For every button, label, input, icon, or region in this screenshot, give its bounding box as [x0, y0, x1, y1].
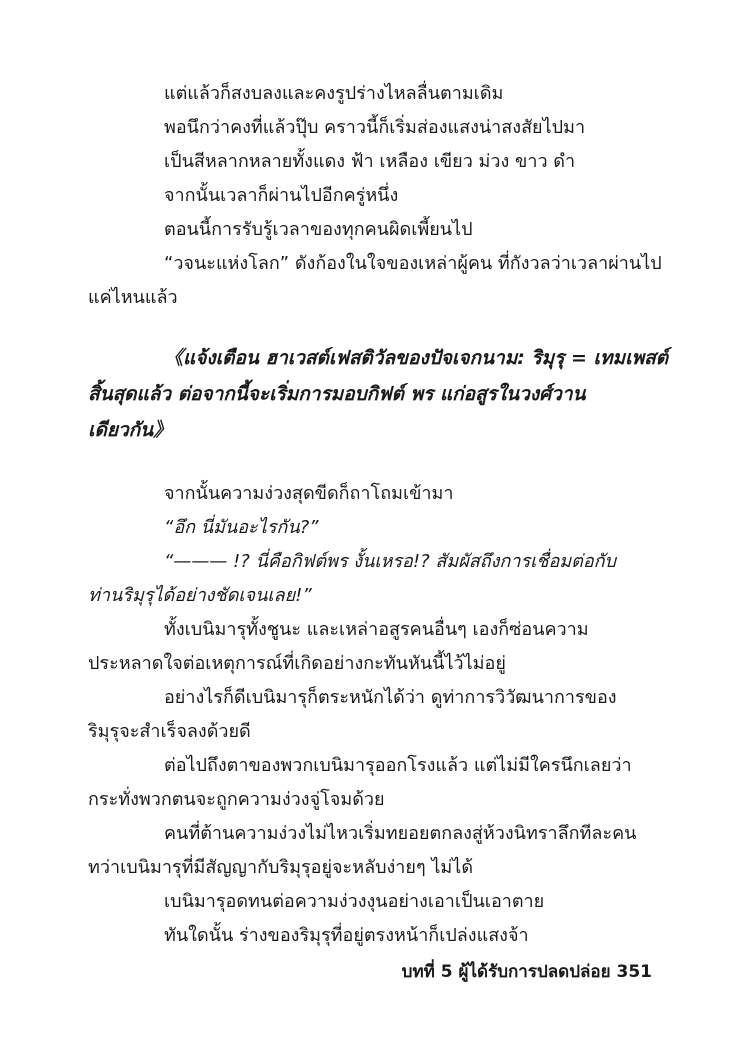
paragraph-line: ทันใดนั้น ร่างของริมุรุที่อยู่ตรงหน้าก็เปล่งแสงจ้า: [164, 925, 529, 946]
paragraph-line: ทว่าเบนิมารุที่มีสัญญากับริมุรุอยู่จะหลับง่ายๆ ไม่ได้: [88, 857, 474, 878]
dialogue-line: ท่านริมุรุได้อย่างชัดเจนเลย!”: [88, 585, 312, 606]
paragraph-line: เบนิมารุอดทนต่อความง่วงงุนอย่างเอาเป็นเอาตาย: [164, 891, 545, 912]
paragraph-line: อย่างไรก็ดีเบนิมารุก็ตระหนักได้ว่า ดูท่าการวิวัฒนาการของ: [164, 687, 617, 708]
paragraph-line: ประหลาดใจต่อเหตุการณ์ที่เกิดอย่างกะทันหันนี้ไว้ไม่อยู่: [88, 653, 506, 674]
paragraph-line: “วจนะแห่งโลก” ดังก้องในใจของเหล่าผู้คน ที่กังวลว่าเวลาผ่านไป: [164, 253, 662, 274]
system-notice-line: เดียวกัน》: [88, 419, 173, 441]
paragraph-line: ริมุรุจะสำเร็จลงด้วยดี: [88, 721, 251, 742]
system-notice-line: สิ้นสุดแล้ว ต่อจากนี้จะเริ่มการมอบกิฟต์ พร แก่อสูรในวงศ์วาน: [88, 383, 586, 405]
paragraph-line: พอนึกว่าคงที่แล้วปุ๊บ คราวนี้ก็เริ่มส่องแสงน่าสงสัยไปมา: [164, 117, 586, 138]
paragraph-line: ต่อไปถึงตาของพวกเบนิมารุออกโรงแล้ว แต่ไม่มีใครนึกเลยว่า: [164, 755, 632, 776]
paragraph-line: แค่ไหนแล้ว: [88, 287, 178, 308]
paragraph-line: เป็นสีหลากหลายทั้งแดง ฟ้า เหลือง เขียว ม่วง ขาว ดำ: [164, 151, 576, 172]
dialogue-line: “——— !? นี่คือกิฟต์พร งั้นเหรอ!? สัมผัสถึงการเชื่อมต่อกับ: [164, 551, 616, 572]
paragraph-line: แต่แล้วก็สงบลงและคงรูปร่างไหลลื่นตามเดิม: [164, 83, 504, 104]
paragraph-line: คนที่ต้านความง่วงไม่ไหวเริ่มทยอยตกลงสู่ห้วงนิทราลึกทีละคน: [164, 823, 637, 844]
dialogue-line: “อึก นี่มันอะไรกัน?”: [164, 517, 319, 538]
paragraph-line: จากนั้นความง่วงสุดขีดก็ถาโถมเข้ามา: [164, 483, 454, 504]
paragraph-line: จากนั้นเวลาก็ผ่านไปอีกครู่หนึ่ง: [164, 185, 399, 206]
paragraph-line: ทั้งเบนิมารุทั้งชูนะ และเหล่าอสูรคนอื่นๆ เองก็ซ่อนความ: [164, 619, 589, 640]
paragraph-line: กระทั่งพวกตนจะถูกความง่วงจู่โจมด้วย: [88, 789, 385, 810]
page-footer: บทที่ 5 ผู้ได้รับการปลดปล่อย 351: [401, 962, 652, 982]
system-notice-line: 《แจ้งเตือน ฮาเวสต์เฟสติวัลของปัจเจกนาม: ริมุรุ = เทมเพสต์: [164, 347, 669, 369]
paragraph-line: ตอนนี้การรับรู้เวลาของทุกคนผิดเพี้ยนไป: [164, 219, 473, 240]
